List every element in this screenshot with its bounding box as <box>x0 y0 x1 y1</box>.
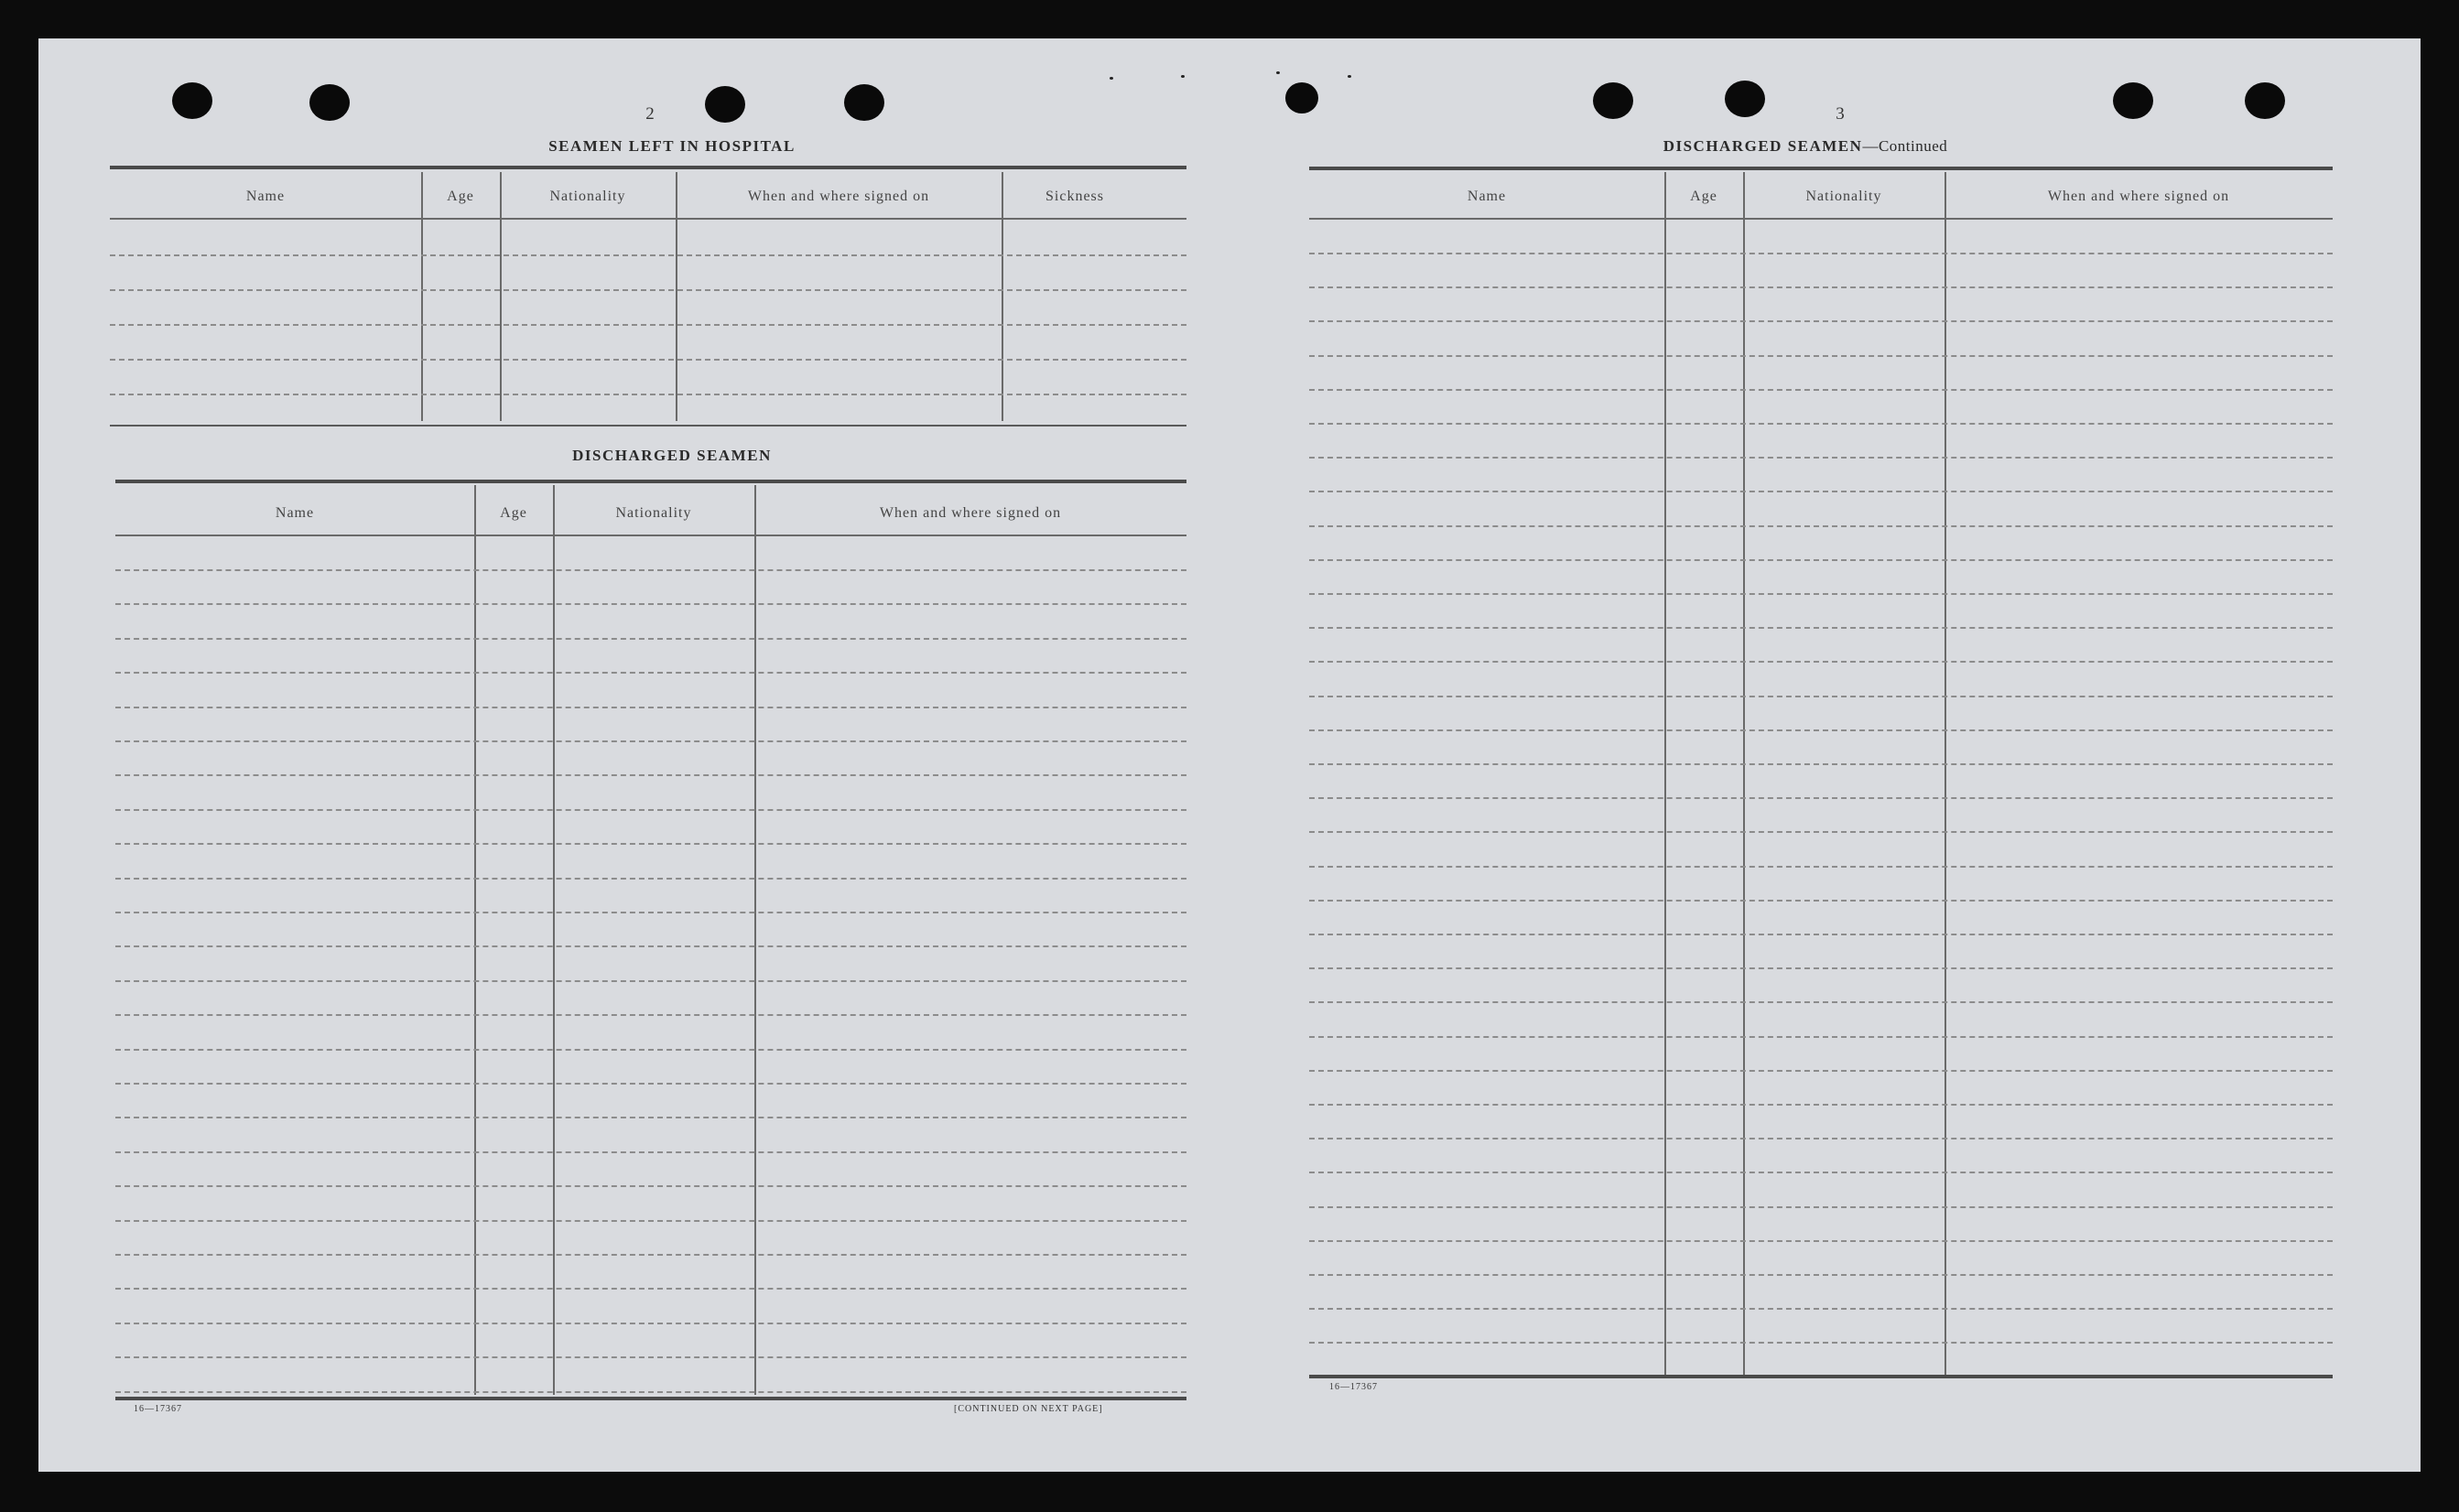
continued-note: [CONTINUED ON NEXT PAGE] <box>954 1404 1103 1414</box>
form-row-line <box>115 1117 1186 1118</box>
form-code-right: 16—17367 <box>1329 1382 1378 1392</box>
form-row-line <box>1309 389 2333 391</box>
form-row-line <box>1309 1240 2333 1242</box>
page-number-left: 2 <box>645 104 655 124</box>
form-row-line <box>1309 1206 2333 1208</box>
form-row-line <box>1309 355 2333 357</box>
form-row-line <box>115 1083 1186 1085</box>
col-header-age: Age <box>447 189 474 204</box>
speck <box>1276 71 1280 74</box>
form-row-line <box>1309 1070 2333 1072</box>
form-row-line <box>115 1220 1186 1222</box>
form-row-line <box>1309 729 2333 731</box>
form-row-line <box>115 1049 1186 1051</box>
form-row-line <box>110 324 1186 326</box>
form-row-line <box>115 843 1186 845</box>
form-row-line <box>115 809 1186 811</box>
form-code-left: 16—17367 <box>134 1404 182 1414</box>
form-row-line <box>1309 253 2333 254</box>
form-row-line <box>1309 457 2333 459</box>
column-divider <box>421 172 423 421</box>
form-row-line <box>1309 696 2333 697</box>
form-row-line <box>1309 423 2333 425</box>
column-divider <box>754 485 756 1395</box>
hospital-table <box>110 172 1186 421</box>
form-row-line <box>1309 1036 2333 1038</box>
punch-hole <box>1725 81 1765 117</box>
form-row-line <box>115 707 1186 708</box>
punch-hole <box>844 84 884 121</box>
form-row-line <box>1309 1138 2333 1139</box>
hospital-section-title: SEAMEN LEFT IN HOSPITAL <box>548 137 796 155</box>
right-bottom-rule <box>1309 1375 2333 1378</box>
page-number-right: 3 <box>1836 104 1845 124</box>
col-header-when-where: When and where signed on <box>2047 189 2230 204</box>
form-row-line <box>1309 525 2333 527</box>
header-underline <box>1309 218 2333 220</box>
right-discharged-table <box>1309 172 2333 1375</box>
form-row-line <box>115 980 1186 982</box>
form-row-line <box>115 672 1186 674</box>
form-row-line <box>115 1323 1186 1324</box>
form-row-line <box>1309 1308 2333 1310</box>
punch-hole <box>2245 82 2285 119</box>
col-header-name: Name <box>245 189 286 204</box>
form-row-line <box>115 638 1186 640</box>
col-header-nationality: Nationality <box>1805 189 1882 204</box>
speck <box>1110 77 1113 80</box>
form-row-line <box>1309 286 2333 288</box>
discharged-top-rule <box>115 480 1186 483</box>
form-row-line <box>110 359 1186 361</box>
right-title-continued: —Continued <box>1862 137 1948 155</box>
col-header-when-where: When and where signed on <box>879 505 1062 521</box>
form-row-line <box>115 603 1186 605</box>
hospital-top-rule <box>110 166 1186 169</box>
form-row-line <box>115 1356 1186 1358</box>
scanned-form-sheet <box>38 38 2421 1472</box>
column-divider <box>500 172 502 421</box>
right-title-main: DISCHARGED SEAMEN <box>1663 137 1863 155</box>
form-row-line <box>110 394 1186 395</box>
column-divider <box>1944 172 1946 1375</box>
form-row-line <box>1309 559 2333 561</box>
form-row-line <box>1309 593 2333 595</box>
hospital-bottom-rule <box>110 425 1186 427</box>
form-row-line <box>115 774 1186 776</box>
col-header-nationality: Nationality <box>549 189 626 204</box>
discharged-table <box>115 485 1186 1395</box>
punch-hole <box>1593 82 1633 119</box>
punch-hole <box>705 86 745 123</box>
form-row-line <box>1309 763 2333 765</box>
col-header-nationality: Nationality <box>615 505 692 521</box>
col-header-age: Age <box>1690 189 1717 204</box>
form-row-line <box>115 912 1186 913</box>
form-row-line <box>1309 627 2333 629</box>
punch-hole <box>172 82 212 119</box>
punch-hole <box>1285 82 1318 113</box>
form-row-line <box>115 945 1186 947</box>
discharged-bottom-rule <box>115 1397 1186 1400</box>
form-row-line <box>115 1151 1186 1153</box>
col-header-age: Age <box>500 505 527 521</box>
form-row-line <box>110 254 1186 256</box>
punch-hole <box>309 84 350 121</box>
form-row-line <box>115 569 1186 571</box>
col-header-when-where: When and where signed on <box>747 189 930 204</box>
col-header-name: Name <box>1467 189 1507 204</box>
header-underline <box>115 535 1186 536</box>
right-top-rule <box>1309 167 2333 170</box>
form-row-line <box>115 1288 1186 1290</box>
col-header-name: Name <box>275 505 315 521</box>
column-divider <box>1664 172 1666 1375</box>
form-row-line <box>115 740 1186 742</box>
form-row-line <box>1309 1342 2333 1344</box>
form-row-line <box>1309 491 2333 492</box>
speck <box>1181 75 1185 78</box>
form-row-line <box>1309 1274 2333 1276</box>
column-divider <box>474 485 476 1395</box>
form-row-line <box>1309 866 2333 868</box>
form-row-line <box>1309 1001 2333 1003</box>
column-divider <box>676 172 677 421</box>
punch-hole <box>2113 82 2153 119</box>
column-divider <box>553 485 555 1395</box>
right-section-title <box>1348 137 2263 156</box>
header-underline <box>110 218 1186 220</box>
discharged-section-title: DISCHARGED SEAMEN <box>572 447 772 464</box>
form-row-line <box>1309 1172 2333 1173</box>
speck <box>1348 75 1351 78</box>
form-row-line <box>1309 797 2333 799</box>
form-row-line <box>115 1391 1186 1393</box>
form-row-line <box>1309 934 2333 935</box>
form-row-line <box>115 878 1186 880</box>
form-row-line <box>115 1014 1186 1016</box>
form-row-line <box>110 289 1186 291</box>
column-divider <box>1743 172 1745 1375</box>
form-row-line <box>115 1185 1186 1187</box>
form-row-line <box>1309 967 2333 969</box>
form-row-line <box>1309 1104 2333 1106</box>
form-row-line <box>1309 831 2333 833</box>
col-header-sickness: Sickness <box>1045 189 1104 204</box>
form-row-line <box>1309 320 2333 322</box>
form-row-line <box>115 1254 1186 1256</box>
column-divider <box>1002 172 1003 421</box>
form-row-line <box>1309 900 2333 902</box>
form-row-line <box>1309 661 2333 663</box>
